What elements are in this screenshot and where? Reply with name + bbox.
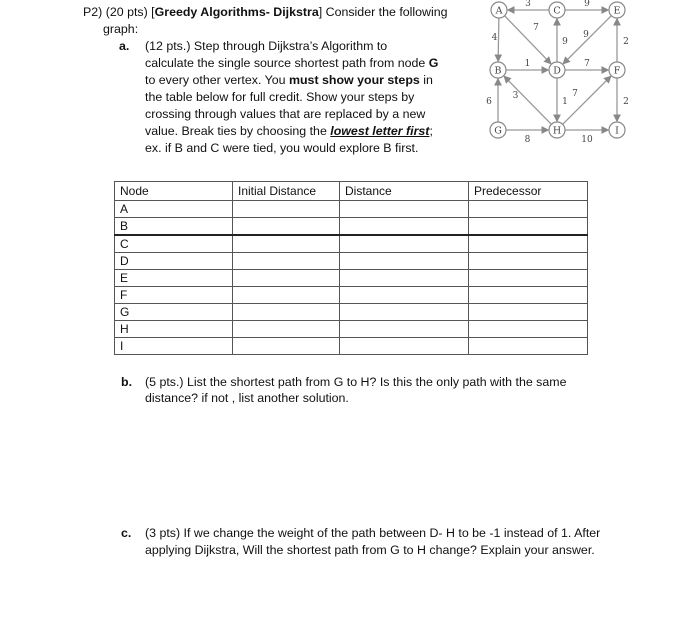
- table-header-row: [115, 182, 588, 201]
- edge-weight: 10: [581, 135, 593, 145]
- edge-weight: 3: [525, 0, 531, 9]
- table-row: [115, 201, 588, 218]
- part-a-line1: (12 pts.) Step through Dijkstra’s Algorithm to: [145, 39, 388, 53]
- graph-node-label: D: [553, 65, 561, 77]
- table-row: [115, 253, 588, 270]
- graph-node-label: A: [495, 5, 503, 17]
- initial-distance-cell[interactable]: [233, 304, 340, 321]
- table-row: [115, 321, 588, 338]
- initial-distance-cell[interactable]: [233, 321, 340, 338]
- part-c-marker: c.: [121, 526, 132, 540]
- distance-cell[interactable]: [340, 235, 469, 253]
- part-a-line6: value. Break ties by choosing the lowest letter first;: [145, 124, 433, 138]
- graph-edge-A-B: [498, 18, 499, 61]
- predecessor-cell[interactable]: [469, 253, 588, 270]
- graph-node-label: B: [494, 65, 502, 77]
- initial-distance-cell[interactable]: [233, 201, 340, 218]
- part-c-line1: (3 pts) If we change the weight of the path between D- H to be -1 instead of 1. After: [145, 526, 601, 540]
- edge-weight: 7: [584, 59, 590, 69]
- table-row: [115, 304, 588, 321]
- predecessor-cell[interactable]: [469, 321, 588, 338]
- distance-cell[interactable]: [340, 321, 469, 338]
- edge-weight: 7: [572, 89, 578, 99]
- initial-distance-cell[interactable]: [233, 270, 340, 287]
- part-b-marker: b.: [121, 375, 133, 389]
- table-row: [115, 287, 588, 304]
- header-predecessor: Predecessor: [469, 182, 588, 201]
- part-a-line2: calculate the single source shortest path from node G: [145, 56, 439, 70]
- predecessor-cell[interactable]: [469, 235, 588, 253]
- node-cell: I: [115, 338, 233, 355]
- edge-weight: 1: [524, 59, 531, 69]
- header-node: Node: [115, 182, 233, 201]
- graph-node-label: I: [615, 125, 619, 137]
- part-a-line7: ex. if B and C were tied, you would explore B first.: [145, 141, 419, 155]
- edge-weight: 6: [486, 97, 492, 107]
- distance-cell[interactable]: [340, 338, 469, 355]
- part-a-line5: crossing through values that are replaced by a new: [145, 107, 426, 121]
- part-a-line4: the table below for full credit. Show your steps by: [145, 90, 415, 104]
- initial-distance-cell[interactable]: [233, 235, 340, 253]
- node-cell: A: [115, 201, 233, 218]
- part-a-marker: a.: [119, 39, 130, 53]
- edge-weight: 8: [524, 135, 531, 145]
- graph-edge-A-D: [505, 16, 551, 64]
- table-row: [115, 338, 588, 355]
- graph-node-label: F: [613, 65, 621, 77]
- edge-weight: 9: [584, 0, 590, 9]
- node-cell: E: [115, 270, 233, 287]
- predecessor-cell[interactable]: [469, 287, 588, 304]
- predecessor-cell[interactable]: [469, 304, 588, 321]
- distance-cell[interactable]: [340, 270, 469, 287]
- part-a-line3: to every other vertex. You must show your steps in: [145, 73, 433, 87]
- initial-distance-cell[interactable]: [233, 253, 340, 270]
- graph-diagram: [470, 0, 640, 150]
- edge-weight: 3: [512, 91, 519, 101]
- predecessor-cell[interactable]: [469, 218, 588, 236]
- edge-weight: 2: [623, 97, 629, 107]
- initial-distance-cell[interactable]: [233, 338, 340, 355]
- graph-node-label: H: [552, 125, 562, 137]
- edge-weight: 1: [562, 97, 568, 107]
- edge-weight: 9: [583, 30, 589, 40]
- edge-weight: 4: [491, 33, 498, 43]
- table-row: [115, 218, 588, 236]
- part-b-line2: distance? if not , list another solution.: [145, 391, 349, 405]
- header-initial-distance: Initial Distance: [233, 182, 340, 201]
- edge-weight: 2: [623, 37, 629, 47]
- problem-title: P2) (20 pts) [Greedy Algorithms- Dijkstra] Consider the following: [83, 5, 448, 19]
- distance-cell[interactable]: [340, 304, 469, 321]
- part-c-line2: applying Dijkstra, Will the shortest path from G to H change? Explain your answer.: [145, 543, 595, 557]
- dijkstra-table: [114, 181, 588, 355]
- predecessor-cell[interactable]: [469, 270, 588, 287]
- distance-cell[interactable]: [340, 218, 469, 236]
- distance-cell[interactable]: [340, 287, 469, 304]
- graph-edge-H-F: [563, 76, 611, 124]
- problem-title-line2: graph:: [103, 22, 139, 36]
- graph-node-label: E: [613, 5, 621, 17]
- distance-cell[interactable]: [340, 253, 469, 270]
- table-row: [115, 270, 588, 287]
- node-cell: H: [115, 321, 233, 338]
- table-row: [115, 235, 588, 253]
- node-cell: F: [115, 287, 233, 304]
- predecessor-cell[interactable]: [469, 201, 588, 218]
- part-b-line1: (5 pts.) List the shortest path from G to H? Is this the only path with the same: [145, 375, 567, 389]
- graph-node-label: G: [494, 125, 502, 137]
- node-cell: D: [115, 253, 233, 270]
- graph-node-label: C: [553, 5, 561, 17]
- initial-distance-cell[interactable]: [233, 287, 340, 304]
- initial-distance-cell[interactable]: [233, 218, 340, 236]
- predecessor-cell[interactable]: [469, 338, 588, 355]
- node-cell: B: [115, 218, 233, 236]
- node-cell: G: [115, 304, 233, 321]
- edge-weight: 7: [533, 23, 539, 33]
- header-distance: Distance: [340, 182, 469, 201]
- graph-edge-H-B: [504, 76, 551, 124]
- distance-cell[interactable]: [340, 201, 469, 218]
- edge-weight: 9: [562, 37, 568, 47]
- node-cell: C: [115, 235, 233, 253]
